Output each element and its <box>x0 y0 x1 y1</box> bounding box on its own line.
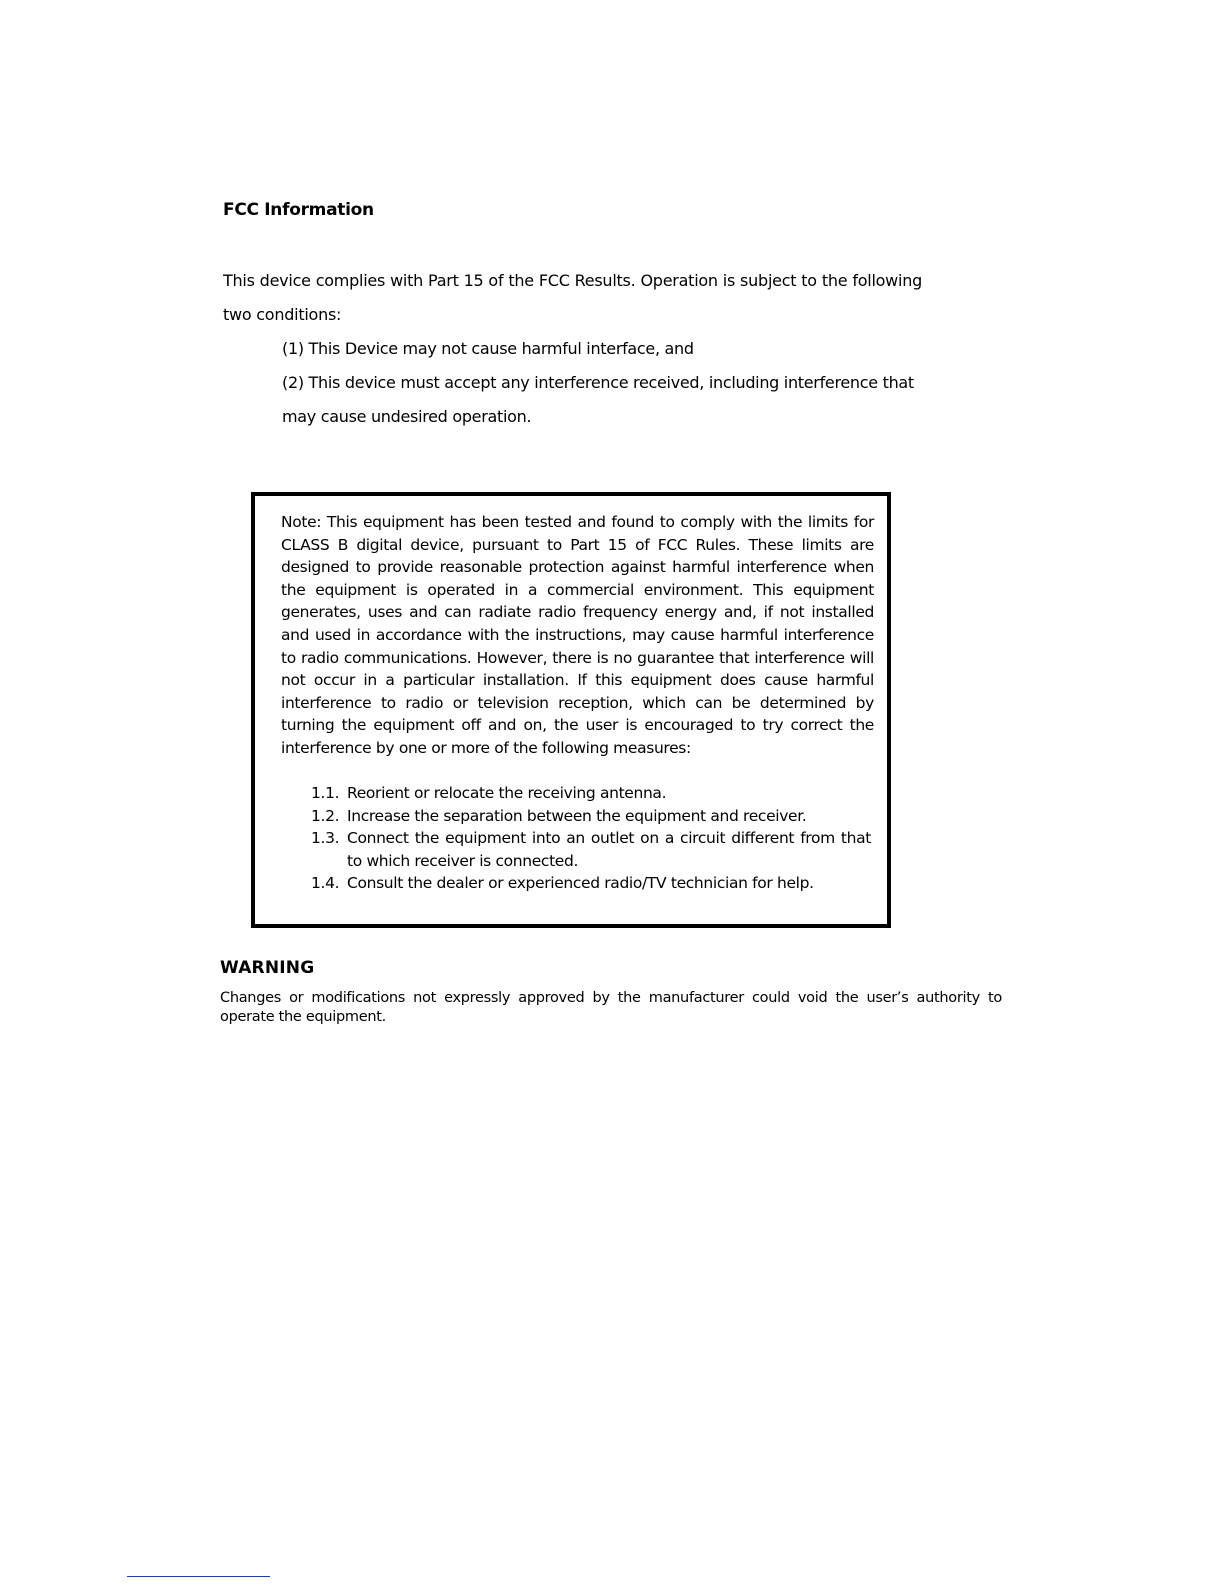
condition-item: (1) This Device may not cause harmful interface, and <box>282 339 694 358</box>
measure-item <box>281 782 871 805</box>
conditions-list <box>282 332 927 434</box>
note-paragraph: Note: This equipment has been tested and found to comply with the limits for CLASS B digital device, pursuant to Part 15 of FCC Rules. These limits are designed to provide reasonable protection against harmful interference when the equipment is operated in a commercial environment. This equipment generates, uses and can radiate radio frequency energy and, if not installed and used in accordance with the instructions, may cause harmful interference to radio communications. However, there is no guarantee that interference will not occur in a particular installation. If this equipment does cause harmful interference to radio or television reception, which can be determined by turning the equipment off and on, the user is encouraged to try correct the interference by one or more of the following measures: <box>281 513 874 757</box>
measure-text: Reorient or relocate the receiving antenna. <box>347 784 667 802</box>
intro-paragraph: This device complies with Part 15 of the FCC Results. Operation is subject to the following two conditions: <box>223 271 922 324</box>
page-title: FCC Information <box>223 200 374 220</box>
measure-number: 1.1. <box>311 784 340 802</box>
measure-item <box>281 872 871 895</box>
measure-number: 1.2. <box>311 806 340 825</box>
warning-title: WARNING <box>220 958 315 978</box>
condition-item: (2) This device must accept any interference received, including interference that may cause undesired operation. <box>282 373 914 426</box>
measure-item <box>281 827 871 872</box>
measure-number: 1.4. <box>311 874 340 893</box>
measure-item <box>281 805 871 828</box>
measure-text: Consult the dealer or experienced radio/TV technician for help. <box>347 874 814 893</box>
measure-number: 1.3. <box>311 829 340 848</box>
measures-list <box>281 782 871 895</box>
measure-text: Connect the equipment into an outlet on a circuit different from that to which receiver is connected. <box>347 829 871 870</box>
footnote-separator <box>127 1576 270 1577</box>
measure-text: Increase the separation between the equipment and receiver. <box>347 806 807 825</box>
note-box <box>251 492 891 928</box>
warning-paragraph: Changes or modifications not expressly approved by the manufacturer could void the user’s authority to operate the equipment. <box>220 990 1002 1025</box>
